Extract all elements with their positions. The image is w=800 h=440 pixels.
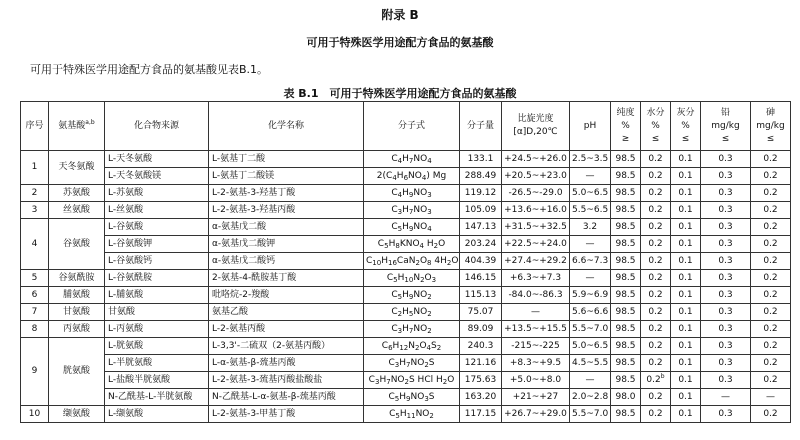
cell-lead: —: [701, 389, 751, 406]
cell-purity: 98.5: [611, 151, 641, 168]
cell-chem-name: α-氨基戊二酸: [209, 219, 364, 236]
cell-ph: —: [570, 372, 611, 389]
cell-formula: $C_5H_{10}N_2O_3$: [364, 270, 460, 287]
cell-lead: 0.3: [701, 236, 751, 253]
cell-lead: 0.3: [701, 372, 751, 389]
cell-seq: 8: [21, 321, 49, 338]
cell-chem-name: 吡咯烷-2-羧酸: [209, 287, 364, 304]
cell-water: [641, 219, 671, 236]
cell-amino: 谷氨酰胺: [49, 270, 105, 287]
cell-ph: —: [570, 168, 611, 185]
header-rotation: [502, 102, 570, 151]
cell-purity: 98.5: [611, 168, 641, 185]
cell-amino: 丙氨酸: [49, 321, 105, 338]
cell-ash: 0.1: [671, 168, 701, 185]
header-arsenic-line2: mg/kg: [756, 120, 785, 131]
cell-rotation: +31.5~+32.5: [502, 219, 570, 236]
header-purity-line3: ≥: [621, 133, 630, 144]
cell-rotation: +13.6~+16.0: [502, 202, 570, 219]
header-seq: 序号: [21, 102, 49, 151]
cell-formula: $C_4H_9NO_3$: [364, 185, 460, 202]
cell-lead: 0.3: [701, 355, 751, 372]
cell-seq: 5: [21, 270, 49, 287]
appendix-title: 附录 B: [381, 8, 419, 22]
cell-arsenic: 0.2: [751, 270, 791, 287]
cell-rotation: +20.5~+23.0: [502, 168, 570, 185]
cell-formula: $C_5H_9NO_3S$: [364, 389, 460, 406]
cell-arsenic: 0.2: [751, 406, 791, 423]
cell-water: [641, 270, 671, 287]
cell-lead: 0.3: [701, 219, 751, 236]
cell-lead: 0.3: [701, 287, 751, 304]
section-title: 可用于特殊医学用途配方食品的氨基酸: [306, 36, 494, 49]
cell-ph: —: [570, 270, 611, 287]
cell-rotation: +8.3~+9.5: [502, 355, 570, 372]
table-row: [21, 270, 791, 287]
cell-ash: 0.1: [671, 389, 701, 406]
cell-water: [641, 236, 671, 253]
cell-formula: $C_3H_7NO_2S$ HCl $H_2O$: [364, 372, 460, 389]
cell-ash: 0.1: [671, 219, 701, 236]
cell-mass: 288.49: [460, 168, 502, 185]
cell-source: L-丙氨酸: [105, 321, 209, 338]
cell-chem-name: L-氨基丁二酸镁: [209, 168, 364, 185]
intro-text: 可用于特殊医学用途配方食品的氨基酸见表B.1。: [30, 63, 269, 76]
cell-chem-name: L-2-氨基丙酸: [209, 321, 364, 338]
cell-rotation: +27.4~+29.2: [502, 253, 570, 270]
cell-water: [641, 168, 671, 185]
cell-rotation: +24.5~+26.0: [502, 151, 570, 168]
cell-water: [641, 406, 671, 423]
header-amino-label: 氨基酸: [58, 120, 86, 131]
cell-arsenic: 0.2: [751, 287, 791, 304]
cell-water: [641, 321, 671, 338]
cell-source: 甘氨酸: [105, 304, 209, 321]
cell-water-value: 0.2: [648, 170, 663, 181]
header-arsenic-line3: ≤: [766, 133, 775, 144]
cell-ph: 5.9~6.9: [570, 287, 611, 304]
header-lead: [701, 102, 751, 151]
cell-ash: 0.1: [671, 270, 701, 287]
cell-ph: —: [570, 236, 611, 253]
cell-amino: 甘氨酸: [49, 304, 105, 321]
cell-ph: 5.0~6.5: [570, 185, 611, 202]
cell-water: [641, 338, 671, 355]
table-row: [21, 304, 791, 321]
cell-water-value: 0.2: [646, 374, 661, 385]
cell-purity: 98.5: [611, 236, 641, 253]
cell-formula: $2(C_4H_6NO_4)$ Mg: [364, 168, 460, 185]
cell-arsenic: 0.2: [751, 236, 791, 253]
cell-source: L-缬氨酸: [105, 406, 209, 423]
header-water-line3: ≤: [651, 133, 660, 144]
cell-formula: $C_3H_7NO_3$: [364, 202, 460, 219]
cell-water-value: 0.2: [648, 408, 663, 419]
header-water: [641, 102, 671, 151]
cell-source: L-天冬氨酸: [105, 151, 209, 168]
cell-arsenic: 0.2: [751, 355, 791, 372]
cell-arsenic: 0.2: [751, 304, 791, 321]
cell-purity: 98.5: [611, 321, 641, 338]
cell-source: L-半胱氨酸: [105, 355, 209, 372]
table-row: [21, 321, 791, 338]
cell-lead: 0.3: [701, 151, 751, 168]
cell-lead: 0.3: [701, 168, 751, 185]
cell-purity: 98.5: [611, 253, 641, 270]
cell-seq: 7: [21, 304, 49, 321]
cell-ash: 0.1: [671, 355, 701, 372]
cell-mass: 115.13: [460, 287, 502, 304]
cell-mass: 240.3: [460, 338, 502, 355]
cell-ph: 4.5~5.5: [570, 355, 611, 372]
cell-lead: 0.3: [701, 185, 751, 202]
cell-chem-name: α-氨基戊二酸钙: [209, 253, 364, 270]
table-header-row: [21, 102, 791, 151]
cell-rotation: +13.5~+15.5: [502, 321, 570, 338]
header-ash-line3: ≤: [681, 133, 690, 144]
cell-mass: 105.09: [460, 202, 502, 219]
cell-ash: 0.1: [671, 338, 701, 355]
cell-amino: 谷氨酸: [49, 219, 105, 270]
header-amino: [49, 102, 105, 151]
header-rotation-line2: [α]D,20℃: [513, 127, 558, 137]
header-water-line1: 水分: [646, 107, 665, 118]
cell-rotation: +26.7~+29.0: [502, 406, 570, 423]
cell-chem-name: N-乙酰基-L-α-氨基-β-巯基丙酸: [209, 389, 364, 406]
cell-chem-name: 2-氨基-4-酰胺基丁酸: [209, 270, 364, 287]
table-row: [21, 338, 791, 355]
cell-source: L-苏氨酸: [105, 185, 209, 202]
table-row: [21, 185, 791, 202]
cell-purity: 98.5: [611, 406, 641, 423]
cell-lead: 0.3: [701, 406, 751, 423]
cell-ph: 5.0~6.5: [570, 338, 611, 355]
table-row: [21, 202, 791, 219]
cell-water-value: 0.2: [648, 204, 663, 215]
cell-source: L-谷氨酰胺: [105, 270, 209, 287]
cell-chem-name: L-氨基丁二酸: [209, 151, 364, 168]
cell-chem-name: L-2-氨基-3-巯基丙酸盐酸盐: [209, 372, 364, 389]
cell-mass: 175.63: [460, 372, 502, 389]
table-row: [21, 287, 791, 304]
table-row: [21, 151, 791, 168]
cell-arsenic: 0.2: [751, 151, 791, 168]
cell-purity: 98.5: [611, 202, 641, 219]
cell-lead: 0.3: [701, 304, 751, 321]
cell-source: L-天冬氨酸镁: [105, 168, 209, 185]
cell-chem-name: L-3,3'-二硫双（2-氨基丙酸）: [209, 338, 364, 355]
cell-purity: 98.5: [611, 185, 641, 202]
cell-ph: 2.0~2.8: [570, 389, 611, 406]
cell-ph: 5.6~6.6: [570, 304, 611, 321]
cell-mass: 117.15: [460, 406, 502, 423]
cell-water-value: 0.2: [648, 357, 663, 368]
cell-rotation: -215~-225: [502, 338, 570, 355]
header-water-line2: %: [651, 120, 660, 131]
table-title: 表 B.1 可用于特殊医学用途配方食品的氨基酸: [283, 87, 517, 100]
table-row: [21, 219, 791, 236]
table-row: [21, 372, 791, 389]
cell-water: [641, 304, 671, 321]
cell-mass: 75.07: [460, 304, 502, 321]
amino-acid-table: [20, 101, 791, 423]
cell-water-value: 0.2: [648, 272, 663, 283]
cell-purity: 98.5: [611, 219, 641, 236]
header-chem-name: 化学名称: [209, 102, 364, 151]
cell-seq: 3: [21, 202, 49, 219]
header-lead-line3: ≤: [721, 133, 730, 144]
cell-purity: 98.5: [611, 287, 641, 304]
table-row: [21, 406, 791, 423]
cell-rotation: —: [502, 304, 570, 321]
cell-rotation: +6.3~+7.3: [502, 270, 570, 287]
cell-rotation: +5.0~+8.0: [502, 372, 570, 389]
cell-amino: 苏氨酸: [49, 185, 105, 202]
header-source: 化合物来源: [105, 102, 209, 151]
cell-seq: 4: [21, 219, 49, 270]
cell-arsenic: 0.2: [751, 202, 791, 219]
cell-formula: $C_5H_9NO_4$: [364, 219, 460, 236]
cell-formula: $C_4H_7NO_4$: [364, 151, 460, 168]
header-ash-line2: %: [681, 120, 690, 131]
cell-water-value: 0.2: [648, 289, 663, 300]
cell-water-value: 0.2: [648, 340, 663, 351]
cell-source: L-谷氨酸钙: [105, 253, 209, 270]
cell-mass: 404.39: [460, 253, 502, 270]
cell-water: [641, 202, 671, 219]
cell-seq: 10: [21, 406, 49, 423]
cell-seq: 2: [21, 185, 49, 202]
header-ash: [671, 102, 701, 151]
table-row: [21, 168, 791, 185]
cell-lead: 0.3: [701, 270, 751, 287]
cell-purity: 98.5: [611, 338, 641, 355]
header-ph: pH: [570, 102, 611, 151]
cell-formula: $C_3H_7NO_2S$: [364, 355, 460, 372]
cell-arsenic: 0.2: [751, 338, 791, 355]
cell-seq: 6: [21, 287, 49, 304]
cell-ash: 0.1: [671, 287, 701, 304]
cell-ph: 2.5~3.5: [570, 151, 611, 168]
cell-mass: 133.1: [460, 151, 502, 168]
cell-water-footnote: b: [660, 372, 665, 380]
cell-water: [641, 287, 671, 304]
cell-lead: 0.3: [701, 253, 751, 270]
cell-ash: 0.1: [671, 185, 701, 202]
cell-ph: 5.5~7.0: [570, 321, 611, 338]
cell-amino: 胱氨酸: [49, 338, 105, 406]
header-purity-line1: 纯度: [616, 107, 635, 118]
cell-purity: 98.5: [611, 304, 641, 321]
cell-formula: $C_2H_5NO_2$: [364, 304, 460, 321]
header-formula: 分子式: [364, 102, 460, 151]
cell-seq: 9: [21, 338, 49, 406]
cell-water: [641, 185, 671, 202]
cell-arsenic: 0.2: [751, 219, 791, 236]
cell-water: [641, 253, 671, 270]
cell-water-value: 0.2: [648, 153, 663, 164]
cell-lead: 0.3: [701, 338, 751, 355]
cell-source: L-谷氨酸: [105, 219, 209, 236]
cell-rotation: -26.5~-29.0: [502, 185, 570, 202]
header-arsenic: [751, 102, 791, 151]
cell-amino: 丝氨酸: [49, 202, 105, 219]
cell-formula: $C_3H_7NO_2$: [364, 321, 460, 338]
cell-arsenic: 0.2: [751, 321, 791, 338]
cell-amino: 天冬氨酸: [49, 151, 105, 185]
cell-source: N-乙酰基-L-半胱氨酸: [105, 389, 209, 406]
cell-ph: 5.5~6.5: [570, 202, 611, 219]
cell-mass: 89.09: [460, 321, 502, 338]
cell-chem-name: 氨基乙酸: [209, 304, 364, 321]
cell-source: L-胱氨酸: [105, 338, 209, 355]
cell-ash: 0.1: [671, 151, 701, 168]
cell-ash: 0.1: [671, 236, 701, 253]
header-lead-line2: mg/kg: [711, 120, 740, 131]
cell-formula: $C_5H_{11}NO_2$: [364, 406, 460, 423]
cell-rotation: +22.5~+24.0: [502, 236, 570, 253]
header-purity: [611, 102, 641, 151]
table-row: [21, 253, 791, 270]
table-row: [21, 355, 791, 372]
cell-ph: 3.2: [570, 219, 611, 236]
cell-chem-name: L-2-氨基-3-甲基丁酸: [209, 406, 364, 423]
cell-mass: 203.24: [460, 236, 502, 253]
cell-seq: 1: [21, 151, 49, 185]
cell-arsenic: 0.2: [751, 372, 791, 389]
cell-water: [641, 355, 671, 372]
cell-ash: 0.1: [671, 406, 701, 423]
cell-water: [641, 151, 671, 168]
header-arsenic-line1: 砷: [765, 107, 775, 118]
cell-chem-name: L-2-氨基-3-羟基丁酸: [209, 185, 364, 202]
header-amino-footnote: a,b: [85, 118, 95, 126]
cell-purity: 98.5: [611, 355, 641, 372]
cell-chem-name: α-氨基戊二酸钾: [209, 236, 364, 253]
cell-source: L-谷氨酸钾: [105, 236, 209, 253]
cell-formula: $C_5H_8KNO_4$ $H_2O$: [364, 236, 460, 253]
cell-source: L-丝氨酸: [105, 202, 209, 219]
cell-mass: 121.16: [460, 355, 502, 372]
cell-water-value: 0.2: [648, 187, 663, 198]
header-lead-line1: 铅: [720, 107, 730, 118]
cell-water-value: 0.2: [648, 306, 663, 317]
cell-chem-name: L-2-氨基-3-羟基丙酸: [209, 202, 364, 219]
cell-ph: 6.6~7.3: [570, 253, 611, 270]
cell-purity: 98.5: [611, 372, 641, 389]
cell-amino: 脯氨酸: [49, 287, 105, 304]
table-row: [21, 236, 791, 253]
cell-purity: 98.0: [611, 389, 641, 406]
cell-water-value: 0.2: [648, 391, 663, 402]
cell-mass: 147.13: [460, 219, 502, 236]
cell-purity: 98.5: [611, 270, 641, 287]
cell-water-value: 0.2: [648, 221, 663, 232]
cell-water-value: 0.2: [648, 255, 663, 266]
table-row: [21, 389, 791, 406]
header-purity-line2: %: [621, 120, 630, 131]
cell-formula: $C_6H_{12}N_2O_4S_2$: [364, 338, 460, 355]
cell-amino: 缬氨酸: [49, 406, 105, 423]
cell-lead: 0.3: [701, 321, 751, 338]
cell-water: [641, 389, 671, 406]
cell-water: [641, 372, 671, 389]
cell-rotation: -84.0~-86.3: [502, 287, 570, 304]
cell-ash: 0.1: [671, 321, 701, 338]
cell-arsenic: 0.2: [751, 253, 791, 270]
cell-ash: 0.1: [671, 202, 701, 219]
cell-ash: 0.1: [671, 304, 701, 321]
cell-water-value: 0.2: [648, 238, 663, 249]
cell-arsenic: 0.2: [751, 185, 791, 202]
cell-chem-name: L-α-氨基-β-巯基丙酸: [209, 355, 364, 372]
header-rotation-line1: 比旋光度: [517, 114, 554, 124]
cell-ash: 0.1: [671, 253, 701, 270]
table-body: [21, 151, 791, 423]
cell-lead: 0.3: [701, 202, 751, 219]
cell-formula: $C_{10}H_{16}CaN_2O_8$ $4H_2O$: [364, 253, 460, 270]
cell-arsenic: —: [751, 389, 791, 406]
cell-arsenic: 0.2: [751, 168, 791, 185]
cell-water-value: 0.2: [648, 323, 663, 334]
cell-mass: 146.15: [460, 270, 502, 287]
cell-source: L-盐酸半胱氨酸: [105, 372, 209, 389]
cell-formula: $C_5H_9NO_2$: [364, 287, 460, 304]
cell-mass: 163.20: [460, 389, 502, 406]
cell-mass: 119.12: [460, 185, 502, 202]
cell-ph: 5.5~7.0: [570, 406, 611, 423]
cell-rotation: +21~+27: [502, 389, 570, 406]
cell-source: L-脯氨酸: [105, 287, 209, 304]
header-ash-line1: 灰分: [676, 107, 695, 118]
cell-ash: 0.1: [671, 372, 701, 389]
header-mass: 分子量: [460, 102, 502, 151]
